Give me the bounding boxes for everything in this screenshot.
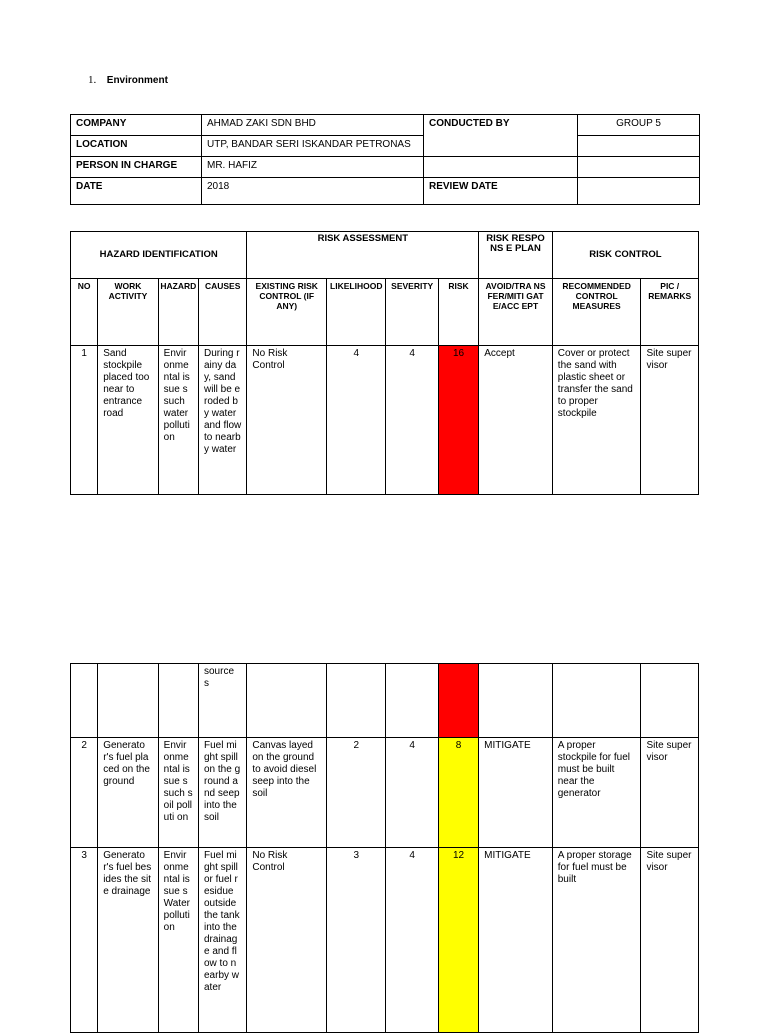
recommended-measures-header: RECOMMENDED CONTROL MEASURES [552, 279, 641, 346]
risk-response-plan-header: RISK RESPONS E PLAN [479, 232, 553, 279]
existing-control: No Risk Control [247, 848, 327, 1033]
row-number: 3 [71, 848, 98, 1033]
pic-remarks: Site super visor [641, 346, 699, 495]
info-table [70, 114, 700, 205]
severity: 4 [386, 346, 438, 495]
row-number: 1 [71, 346, 98, 495]
risk-response: MITIGATE [479, 848, 553, 1033]
blank-cell [71, 664, 98, 738]
likelihood: 3 [326, 848, 385, 1033]
blank-cell [247, 664, 327, 738]
conducted-by-extra [578, 136, 700, 157]
table-row [71, 664, 699, 738]
causes-header: CAUSES [198, 279, 246, 346]
conducted-by-label: CONDUCTED BY [424, 115, 578, 157]
table-row [71, 738, 699, 848]
causes: During rainy day, sand will be eroded by water and flow to nearby water [198, 346, 246, 495]
pic-remarks: Site super visor [641, 738, 699, 848]
risk-score: 8 [438, 738, 478, 848]
hazard-identification-header: HAZARD IDENTIFICATION [71, 232, 247, 279]
company-label: COMPANY [71, 115, 202, 136]
blank-cell [326, 664, 385, 738]
conducted-by-value: GROUP 5 [578, 115, 700, 136]
blank-cell [424, 157, 578, 178]
likelihood: 4 [327, 346, 386, 495]
risk-control-header: RISK CONTROL [552, 232, 698, 279]
blank-cell [158, 664, 198, 738]
severity: 4 [386, 738, 438, 848]
location-label: LOCATION [71, 136, 202, 157]
section-heading [88, 74, 168, 86]
risk-score: 12 [438, 848, 478, 1033]
work-activity: Generator's fuel besides the site drainage [98, 848, 158, 1033]
risk-assessment-header: RISK ASSESSMENT [247, 232, 479, 279]
hazard: Envir onme ntal issue s such soil polluti on [158, 738, 198, 848]
pic-remarks-header: PIC / REMARKS [641, 279, 699, 346]
risk-score: 16 [438, 346, 478, 495]
risk-table [70, 231, 699, 495]
person-in-charge-label: PERSON IN CHARGE [71, 157, 202, 178]
severity: 4 [386, 848, 438, 1033]
likelihood-header: LIKELIHOOD [327, 279, 386, 346]
review-date-label: REVIEW DATE [424, 178, 578, 205]
blank-cell [641, 664, 699, 738]
date-value: 2018 [202, 178, 424, 205]
recommended-measures: A proper stockpile for fuel must be built near the generator [552, 738, 641, 848]
severity-header: SEVERITY [386, 279, 438, 346]
review-date-value [578, 178, 700, 205]
existing-control: No Risk Control [247, 346, 327, 495]
avoid-transfer-header: AVOID/TRA NSFER/MITI GATE/ACC EPT [479, 279, 553, 346]
causes: Fuel might spill on the ground and seep into the soil [198, 738, 246, 848]
causes: Fuel might spill or fuel residue outside the tank into the drainag e and flow to nearby water [198, 848, 246, 1033]
work-activity-header: WORK ACTIVITY [98, 279, 158, 346]
hazard: Envir onme ntal issue s Water polluti on [158, 848, 198, 1033]
causes-continued: source s [198, 664, 246, 738]
table-row [71, 848, 699, 1033]
section-number: 1. [88, 74, 97, 86]
work-activity: Sand stockpile placed too near to entrance road [98, 346, 158, 495]
likelihood: 2 [326, 738, 385, 848]
work-activity: Generator's fuel placed on the ground [98, 738, 158, 848]
blank-cell [98, 664, 158, 738]
blank-cell [552, 664, 641, 738]
recommended-measures: Cover or protect the sand with plastic sheet or transfer the sand to proper stockpile [552, 346, 641, 495]
recommended-measures: A proper storage for fuel must be built [552, 848, 641, 1033]
no-header: NO [71, 279, 98, 346]
person-in-charge-value: MR. HAFIZ [202, 157, 424, 178]
risk-response: Accept [479, 346, 553, 495]
risk-score-continued [438, 664, 478, 738]
blank-cell [386, 664, 438, 738]
pic-remarks: Site super visor [641, 848, 699, 1033]
existing-control: Canvas layed on the ground to avoid diesel seep into the soil [247, 738, 327, 848]
table-row [71, 346, 699, 495]
existing-risk-control-header: EXISTING RISK CONTROL (IF ANY) [247, 279, 327, 346]
location-value: UTP, BANDAR SERI ISKANDAR PETRONAS [202, 136, 424, 157]
risk-response: MITIGATE [479, 738, 553, 848]
date-label: DATE [71, 178, 202, 205]
blank-cell [479, 664, 553, 738]
hazard: Envir onme ntal issue s such water polluti on [158, 346, 198, 495]
company-value: AHMAD ZAKI SDN BHD [202, 115, 424, 136]
hazard-header: HAZARD [158, 279, 198, 346]
section-title: Environment [106, 75, 168, 86]
blank-cell [578, 157, 700, 178]
risk-table-continued [70, 663, 699, 1033]
row-number: 2 [71, 738, 98, 848]
risk-header: RISK [438, 279, 478, 346]
